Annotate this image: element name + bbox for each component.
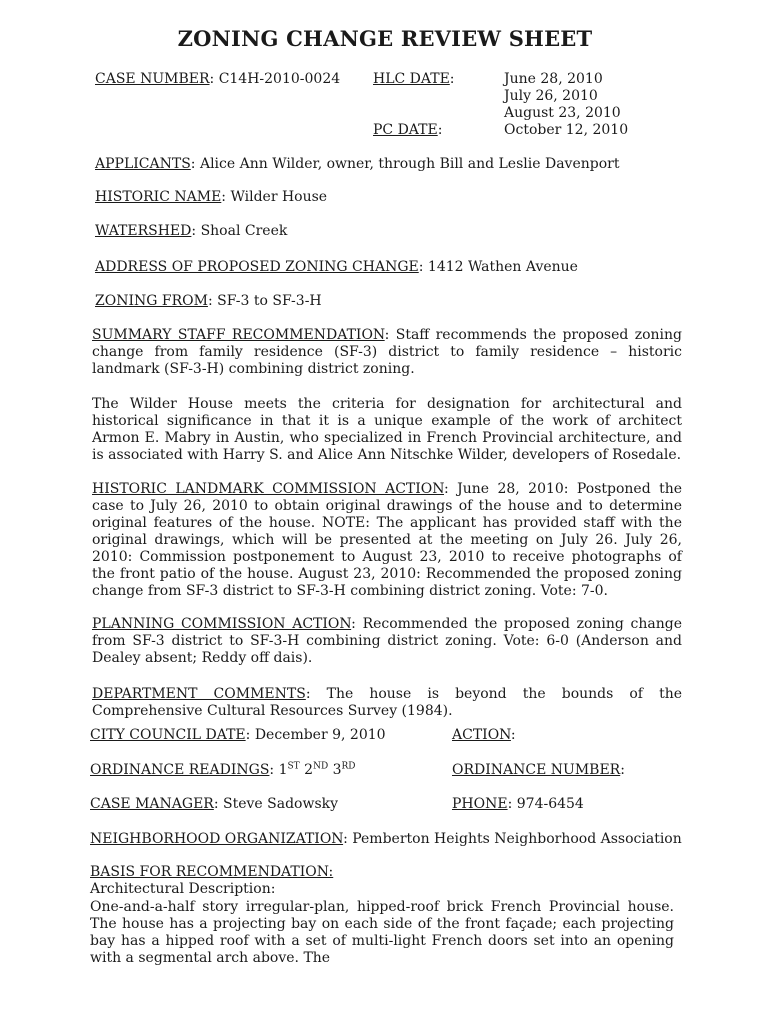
hearing-date: June 28, 2010	[504, 71, 603, 87]
ordinance-readings-label: ORDINANCE READINGS	[90, 762, 270, 778]
pc-date-label: PC DATE	[373, 122, 438, 138]
hearing-date: July 26, 2010	[504, 88, 598, 104]
city-council-date-value: December 9, 2010	[254, 727, 386, 743]
basis-heading	[90, 864, 333, 881]
historic-name-row: HISTORIC NAME: Wilder House	[95, 189, 328, 205]
city-council-date-row: CITY COUNCIL DATE: December 9, 2010	[90, 727, 386, 743]
zoning-from-label: ZONING FROM	[95, 293, 208, 309]
summary-recommendation: SUMMARY STAFF RECOMMENDATION: Staff recommends the proposed zoning change from family residence (SF-3) district to family residence – historic landmark (SF-3-H) combining district zoning.	[92, 327, 682, 377]
hlc-action-label: HISTORIC LANDMARK COMMISSION ACTION	[92, 481, 444, 497]
action-row: ACTION:	[452, 727, 516, 743]
neighborhood-row: NEIGHBORHOOD ORGANIZATION: Pemberton Heights Neighborhood Association	[90, 831, 682, 847]
basis-label: BASIS FOR RECOMMENDATION:	[90, 864, 334, 880]
pc-action: PLANNING COMMISSION ACTION: Recommended the proposed zoning change from SF-3 district to SF-3-H combining district zoning. Vote: 6-0 (Anderson and Dealey absent; Reddy off dais).	[92, 616, 683, 666]
applicants-row: APPLICANTS: Alice Ann Wilder, owner, through Bill and Leslie Davenport	[95, 156, 620, 172]
city-council-date-label: CITY COUNCIL DATE	[90, 727, 246, 743]
pc-action-label: PLANNING COMMISSION ACTION	[92, 616, 352, 632]
ordinance-number-label: ORDINANCE NUMBER	[452, 762, 621, 778]
watershed-value: Shoal Creek	[200, 223, 288, 239]
applicants-label: APPLICANTS	[95, 156, 191, 172]
historic-name-value: Wilder House	[230, 189, 328, 205]
department-comments: DEPARTMENT COMMENTS: The house is beyond the bounds of the Comprehensive Cultural Resources Survey (1984).	[92, 686, 682, 719]
zoning-from-value: SF-3 to SF-3-H	[217, 293, 322, 309]
summary-label: SUMMARY STAFF RECOMMENDATION	[92, 327, 385, 343]
case-number-value: C14H-2010-0024	[218, 71, 341, 87]
action-label: ACTION	[452, 727, 511, 743]
reading-2: 2ND	[304, 761, 329, 778]
case-number-label: CASE NUMBER	[95, 71, 210, 87]
historic-name-label: HISTORIC NAME	[95, 189, 222, 205]
neighborhood-label: NEIGHBORHOOD ORGANIZATION	[90, 831, 344, 847]
dept-comments-label: DEPARTMENT COMMENTS	[92, 686, 306, 702]
hlc-date-label: HLC DATE	[373, 71, 450, 87]
hlc-action: HISTORIC LANDMARK COMMISSION ACTION: June 28, 2010: Postponed the case to July 26, 2010 to obtain original drawings of the house and to determine original features of the house. NOTE: The applicant has provided staff with the original drawings, which will be presented at the meeting on July 26. July 26, 2010: Commission postponement to August 23, 2010 to receive photographs of the front patio of the house. August 23, 2010: Recommended the proposed zoning change from SF-3 district to SF-3-H combining district zoning. Vote: 7-0.	[92, 481, 683, 599]
hlc-action-value: June 28, 2010: Postponed the case to July 26, 2010 to obtain original drawings of the house and to determine original features of the house. NOTE: The applicant has provided staff with the original drawings, which will be presented at the meeting on July 26. July 26, 2010: Commission postponement to August 23, 2010 to receive photographs of the front patio of the house. August 23, 2010: Recommended the proposed zoning change from SF-3 district to SF-3-H combining district zoning. Vote: 7-0.	[92, 481, 683, 599]
pc-date-row: PC DATE:	[373, 122, 443, 138]
reading-3: 3RD	[332, 761, 356, 778]
architectural-description: One-and-a-half story irregular-plan, hipped-roof brick French Provincial house. The house has a projecting bay on each side of the front façade; each projecting bay has a hipped roof with a set of multi-light French doors set into an opening with a segmental arch above. The	[90, 899, 674, 966]
page-title: ZONING CHANGE REVIEW SHEET	[177, 26, 593, 51]
address-value: 1412 Wathen Avenue	[427, 259, 578, 275]
hearing-date: October 12, 2010	[504, 122, 629, 138]
address-row: ADDRESS OF PROPOSED ZONING CHANGE: 1412 Wathen Avenue	[95, 259, 578, 275]
phone-row: PHONE: 974-6454	[452, 796, 584, 812]
dept-comments-value: The house is beyond the bounds of the Comprehensive Cultural Resources Survey (1984).	[92, 686, 682, 719]
criteria-paragraph: The Wilder House meets the criteria for designation for architectural and historical significance in that it is a unique example of the work of architect Armon E. Mabry in Austin, who specialized in French Provincial architecture, and is associated with Harry S. and Alice Ann Nitschke Wilder, developers of Rosedale.	[92, 396, 682, 463]
applicants-value: Alice Ann Wilder, owner, through Bill and Leslie Davenport	[199, 156, 620, 172]
hearing-dates-list	[504, 71, 628, 139]
architectural-description-heading: Architectural Description:	[90, 881, 276, 897]
case-manager-row: CASE MANAGER: Steve Sadowsky	[90, 796, 339, 812]
phone-label: PHONE	[452, 796, 508, 812]
case-manager-label: CASE MANAGER	[90, 796, 214, 812]
address-label: ADDRESS OF PROPOSED ZONING CHANGE	[95, 259, 419, 275]
ordinance-readings-row: ORDINANCE READINGS: 1ST 2ND 3RD	[90, 761, 356, 778]
zoning-from-row: ZONING FROM: SF-3 to SF-3-H	[95, 293, 322, 309]
case-manager-value: Steve Sadowsky	[223, 796, 339, 812]
pc-action-value: Recommended the proposed zoning change from SF-3 district to SF-3-H combining district zoning. Vote: 6-0 (Anderson and Dealey absent; Reddy off dais).	[92, 616, 683, 666]
phone-value: 974-6454	[516, 796, 584, 812]
neighborhood-value: Pemberton Heights Neighborhood Association	[352, 831, 682, 847]
case-number-row: CASE NUMBER: C14H-2010-0024	[95, 71, 341, 87]
watershed-label: WATERSHED	[95, 223, 192, 239]
watershed-row: WATERSHED: Shoal Creek	[95, 223, 288, 239]
ordinance-number-row: ORDINANCE NUMBER:	[452, 762, 625, 778]
summary-value: Staff recommends the proposed zoning change from family residence (SF-3) district to family residence – historic landmark (SF-3-H) combining district zoning.	[92, 327, 682, 377]
hlc-date-row: HLC DATE:	[373, 71, 455, 87]
hearing-date: August 23, 2010	[504, 105, 621, 121]
reading-1: 1ST	[278, 761, 300, 778]
